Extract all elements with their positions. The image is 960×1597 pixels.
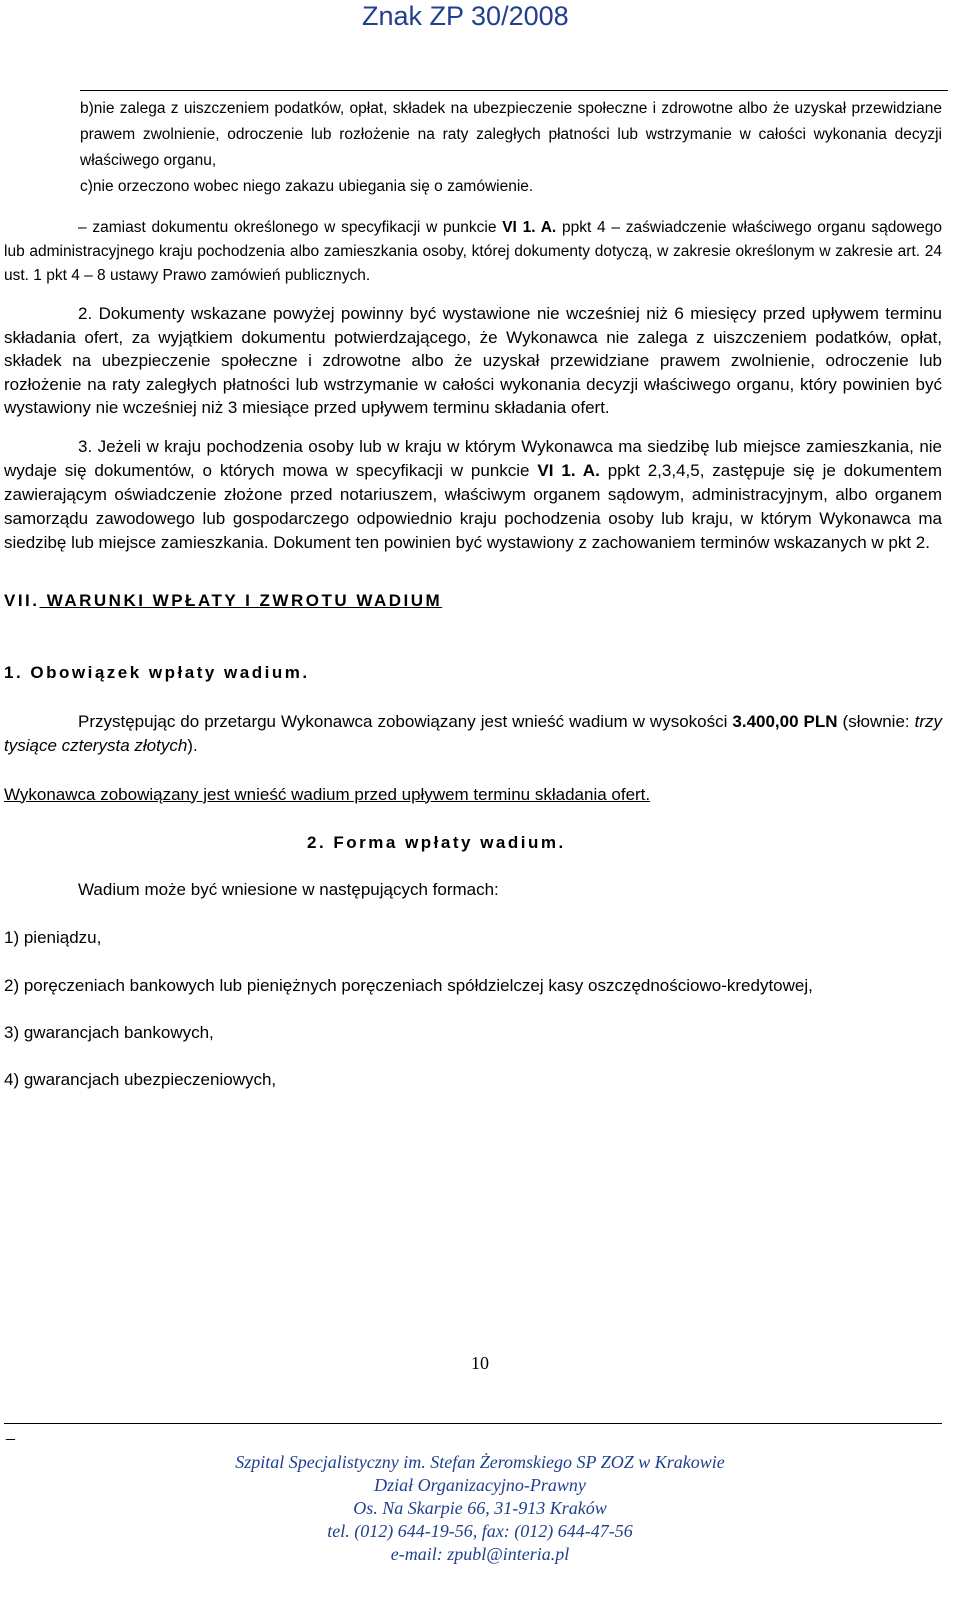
list-item: 2) poręczeniach bankowych lub pieniężnych poręczeniach spółdzielczej kasy oszczędnościowo-kredytowej, [4,975,813,995]
subheading-2: 2. Forma wpłaty wadium. [307,832,566,852]
paragraph-5: Wykonawca zobowiązany jest wnieść wadium przed upływem terminu składania ofert. [4,784,651,804]
section-title: WARUNKI WPŁATY I ZWROTU WADIUM [39,590,443,610]
footer-phone: tel. (012) 644-19-56, fax: (012) 644-47-56 [327,1521,633,1541]
amount-in-words: trzy tysiące czterysta złotych [4,711,942,755]
footer-address: Os. Na Skarpie 66, 31-913 Kraków [353,1498,607,1518]
item-b [4,96,942,174]
wadium-amount: 3.400,00 PLN [732,711,838,731]
dash-text-2: ppkt 4 – zaświadczenie właściwego organu sądowego lub administracyjnego kraju pochodzenia albo zamieszkania osoby, której dokumenty dotyczą, w zakresie określonym w zakresie art. 24 ust. 1 pkt 4 – 8 ustawy Prawo zamówień publicznych. [4,219,942,284]
item-b-label: b) [80,100,94,117]
header-rule [80,90,948,91]
list-item: 1) pieniądzu, [4,927,102,947]
dash-text-1: – zamiast dokumentu określonego w specyfikacji w punkcie [78,219,503,236]
page-number: 10 [471,1353,489,1373]
document-body [4,96,942,1091]
paragraph-3-text-b: ppkt 2,3,4,5, zastępuje się je dokumentem zawierającym oświadczenie złożone przed notariuszem, właściwym organem sądowym, administracyjnym, albo organem samorządu zawodowego lub gospodarczego odpowiednio kraju pochodzenia osoby lub kraju, w którym Wykonawca ma siedzibę lub miejsce zamieszkania. Dokument ten powinien być wystawiony z zachowaniem terminów wskazanych w pkt 2. [4,460,942,552]
dash-paragraph [4,216,942,288]
paragraph-6: Wadium może być wniesione w następujących formach: [78,879,499,899]
item-b-text: nie zalega z uiszczeniem podatków, opłat, składek na ubezpieczenie społeczne i zdrowotne albo że uzyskał przewidziane prawem zwolnienie, odroczenie lub rozłożenie na raty zaległych płatności lub wstrzymanie w całości wykonania decyzji właściwego organu, [80,100,942,169]
subheading-1: 1. Obowiązek wpłaty wadium. [4,662,310,682]
footer-institution: Szpital Specjalistyczny im. Stefan Żeromskiego SP ZOZ w Krakowie [235,1452,725,1472]
footer-department: Dział Organizacyjno-Prawny [374,1475,586,1495]
paragraph-4-text-b: (słownie: [837,711,915,731]
section-heading [4,589,942,612]
paragraph-3-text-a: 3. Jeżeli w kraju pochodzenia osoby lub w kraju w którym Wykonawca ma siedzibę lub miejsce zamieszkania, nie wydaje się dokumentów, o których mowa w specyfikacji w punkcie [4,436,942,480]
footer-underscore: _ [6,1424,15,1441]
paragraph-4-text-a: Przystępując do przetargu Wykonawca zobowiązany jest wnieść wadium w wysokości [78,711,733,731]
footer-rule [4,1423,942,1424]
paragraph-3 [4,435,942,555]
list-item: 3) gwarancjach bankowych, [4,1022,214,1042]
section-number: VII. [4,590,40,610]
footer-email: e-mail: zpubl@interia.pl [390,1544,570,1564]
paragraph-2: 2. Dokumenty wskazane powyżej powinny być wystawione nie wcześniej niż 6 miesięcy przed upływem terminu składania ofert, za wyjątkiem dokumentu potwierdzającego, że Wykonawca nie zalega z uiszczeniem podatków, opłat, składek na ubezpieczenie społeczne i zdrowotne albo że uzyskał przewidziane prawem zwolnienie, odroczenie lub rozłożenie na raty zaległych płatności lub wstrzymanie w całości wykonania decyzji właściwego organu, który powinien być wystawiony nie wcześniej niż 3 miesiące przed upływem terminu składania ofert. [4,304,942,417]
paragraph-4 [4,710,942,758]
list-item: 4) gwarancjach ubezpieczeniowych, [4,1069,277,1089]
document-code: Znak ZP 30/2008 [362,1,569,31]
item-c: c)nie orzeczono wobec niego zakazu ubiegania się o zamówienie. [80,178,534,195]
paragraph-3-reference: VI 1. A. [537,460,600,480]
dash-reference: VI 1. A. [502,219,557,236]
footer [0,1451,960,1566]
paragraph-4-text-c: ). [187,735,198,755]
